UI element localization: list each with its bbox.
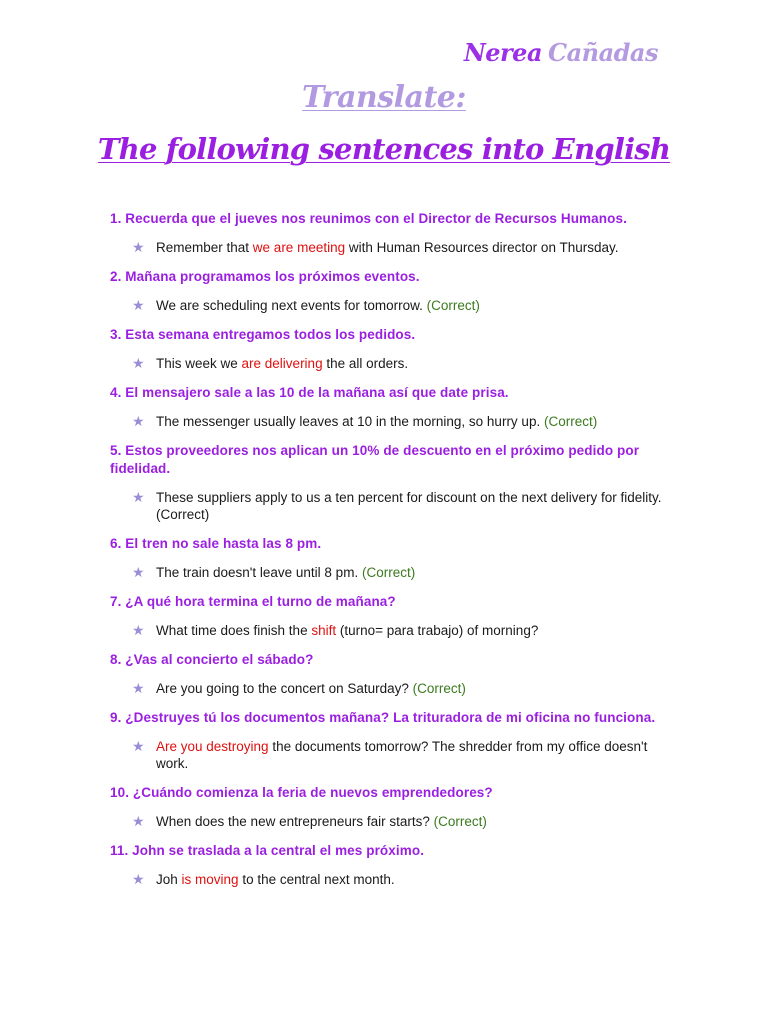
answer-highlight: Are you destroying — [156, 739, 269, 754]
question-text: 10. ¿Cuándo comienza la feria de nuevos emprendedores? — [110, 785, 493, 800]
answer-text-continued: (turno= para trabajo) of morning? — [336, 623, 539, 638]
star-icon: ★ — [132, 622, 145, 638]
answer-item — [110, 738, 670, 772]
star-icon: ★ — [132, 564, 145, 580]
answer-text: Are you going to the concert on Saturday? — [156, 681, 413, 696]
answer-text-continued: the documents tomorrow? The shredder from my office doesn't work. — [156, 739, 648, 771]
answer-item — [110, 622, 670, 639]
answer-text-continued: the all orders. — [322, 356, 409, 371]
answer-text: When does the new entrepreneurs fair starts? — [156, 814, 434, 829]
answer-verdict: (Correct) — [543, 414, 598, 429]
answer-text: The train doesn't leave until 8 pm. — [156, 565, 362, 580]
answer-text: Remember that — [156, 240, 253, 255]
answer-text: These suppliers apply to us a ten percent for discount on the next delivery for fidelity. (Correct) — [156, 490, 662, 522]
author-last-name: Cañadas — [548, 38, 658, 67]
answer-verdict: (Correct) — [426, 298, 480, 313]
answer-item — [110, 355, 670, 372]
answer-verdict: (Correct) — [433, 814, 487, 829]
answer-verdict: (Correct) — [361, 565, 416, 580]
answer-item — [110, 871, 670, 888]
answer-highlight: shift — [311, 623, 337, 638]
question-text: 8. ¿Vas al concierto el sábado? — [110, 652, 314, 667]
star-icon: ★ — [132, 297, 145, 313]
star-icon: ★ — [132, 738, 145, 754]
answer-item — [110, 239, 670, 256]
question-text: 5. Estos proveedores nos aplican un 10% de descuento en el próximo pedido por fidelidad. — [110, 443, 640, 476]
question-text: 3. Esta semana entregamos todos los pedidos. — [110, 327, 416, 342]
answer-highlight: are delivering — [241, 356, 323, 371]
star-icon: ★ — [132, 813, 145, 829]
answer-text: We are scheduling next events for tomorrow. — [156, 298, 427, 313]
title-sub-text: The following sentences into English — [97, 132, 671, 166]
answer-text-continued: to the central next month. — [238, 872, 395, 887]
star-icon: ★ — [132, 680, 145, 696]
page-subtitle — [0, 132, 768, 166]
question-text: 7. ¿A qué hora termina el turno de mañana? — [110, 594, 396, 609]
author-first-name: Nerea — [463, 38, 542, 67]
author-name — [464, 38, 658, 67]
answer-item — [110, 680, 670, 697]
star-icon: ★ — [132, 355, 145, 371]
answer-text: The messenger usually leaves at 10 in the morning, so hurry up. — [156, 414, 544, 429]
question-text: 1. Recuerda que el jueves nos reunimos con el Director de Recursos Humanos. — [110, 211, 627, 226]
answer-item — [110, 813, 670, 830]
page-title — [0, 80, 768, 115]
answer-text: This week we — [156, 356, 242, 371]
question-text: 9. ¿Destruyes tú los documentos mañana? La trituradora de mi oficina no funciona. — [110, 710, 656, 725]
exercise-list — [110, 210, 670, 900]
answer-item — [110, 297, 670, 314]
question-text: 6. El tren no sale hasta las 8 pm. — [110, 536, 322, 551]
question-text: 2. Mañana programamos los próximos eventos. — [110, 269, 420, 284]
question-text: 4. El mensajero sale a las 10 de la mañana así que date prisa. — [110, 385, 509, 400]
star-icon: ★ — [132, 413, 145, 429]
answer-item — [110, 564, 670, 581]
answer-text: Joh — [156, 872, 182, 887]
answer-highlight: is moving — [181, 872, 239, 887]
answer-verdict: (Correct) — [412, 681, 466, 696]
answer-text-continued: with Human Resources director on Thursday. — [345, 240, 619, 255]
answer-text: What time does finish the — [156, 623, 312, 638]
answer-highlight: we are meeting — [252, 240, 346, 255]
answer-item — [110, 413, 670, 430]
question-text: 11. John se traslada a la central el mes próximo. — [110, 843, 425, 858]
title-main-text: Translate: — [302, 80, 466, 115]
answer-item — [110, 489, 670, 523]
star-icon: ★ — [132, 239, 145, 255]
star-icon: ★ — [132, 489, 145, 505]
star-icon: ★ — [132, 871, 145, 887]
